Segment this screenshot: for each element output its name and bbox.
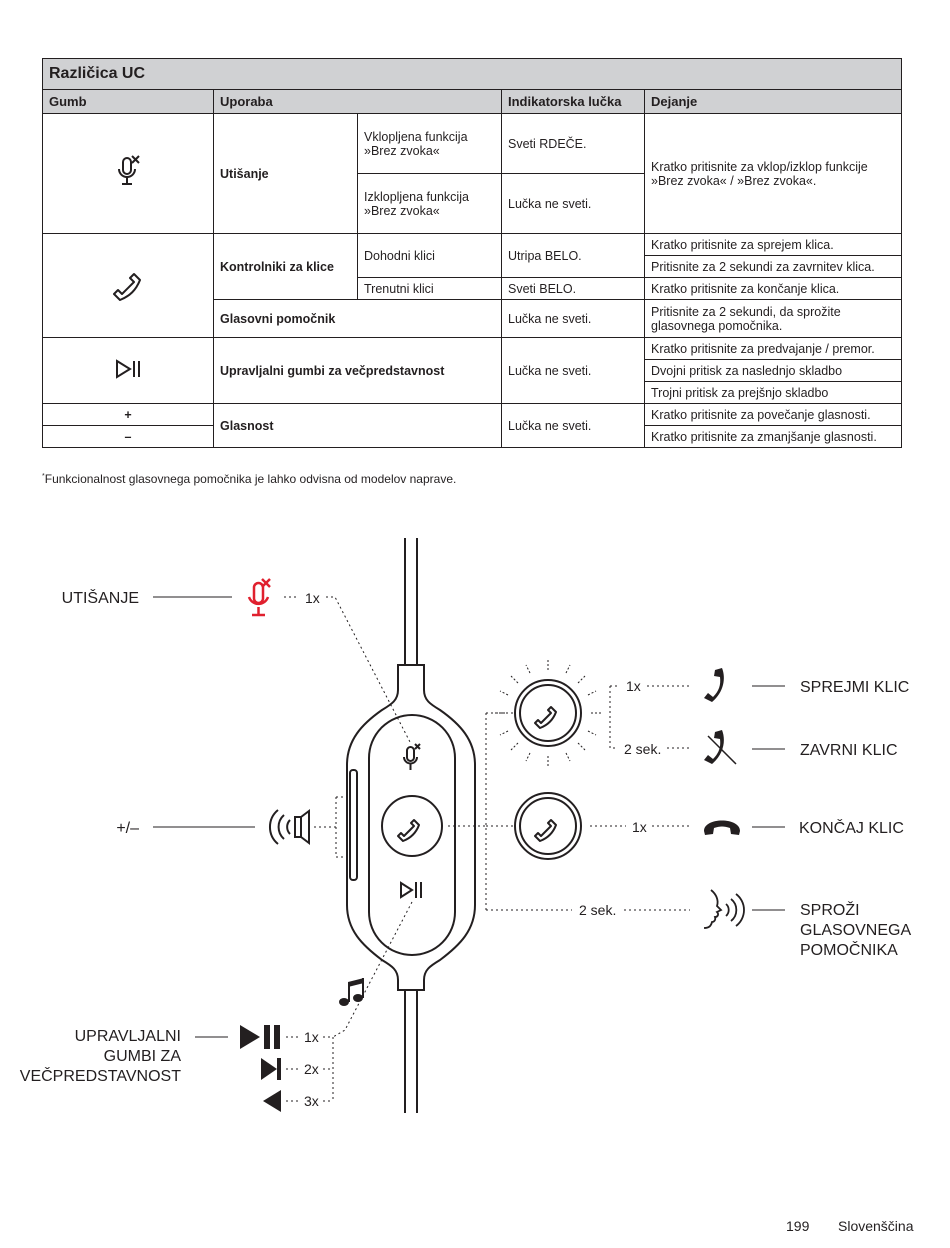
call-incoming-action-2: Pritisnite za 2 sekundi za zavrnitev klica. bbox=[645, 256, 902, 278]
call-usage: Kontrolniki za klice bbox=[214, 234, 358, 300]
media-light: Lučka ne sveti. bbox=[502, 338, 645, 404]
footnote-text: Funkcionalnost glasovnega pomočnika je lahko odvisna od modelov naprave. bbox=[44, 472, 457, 486]
assistant-light: Lučka ne sveti. bbox=[502, 300, 645, 338]
media-press-1: 1x bbox=[304, 1029, 319, 1045]
media-callout-label-1: UPRAVLJALNI bbox=[74, 1028, 181, 1045]
assistant-usage: Glasovni pomočnik bbox=[214, 300, 502, 338]
call-incoming-action-1: Kratko pritisnite za sprejem klica. bbox=[645, 234, 902, 256]
voice-assistant-icon bbox=[704, 890, 744, 928]
end-callout-label: KONČAJ KLIC bbox=[799, 820, 904, 837]
mute-red-icon bbox=[249, 579, 270, 615]
media-callout-label-2: GUMBI ZA bbox=[103, 1048, 181, 1065]
answer-call-icon bbox=[704, 668, 724, 702]
headset-controls-diagram bbox=[0, 520, 950, 1130]
reject-call-icon bbox=[704, 730, 736, 764]
play-pause-icon bbox=[114, 358, 142, 380]
media-callout-label-3: VEČPREDSTAVNOST bbox=[19, 1068, 181, 1085]
play-pause-filled-icon bbox=[240, 1025, 280, 1049]
next-track-icon bbox=[261, 1058, 281, 1080]
media-press-2: 2x bbox=[304, 1061, 319, 1077]
mute-off-label: Izklopljena funkcija »Brez zvoka« bbox=[358, 174, 502, 234]
volume-usage: Glasnost bbox=[214, 404, 502, 448]
page-number: 199 bbox=[786, 1218, 810, 1234]
assistant-callout-label-3: POMOČNIKA bbox=[800, 942, 898, 959]
header-usage: Uporaba bbox=[214, 90, 502, 114]
header-button: Gumb bbox=[43, 90, 214, 114]
media-press-3: 3x bbox=[304, 1093, 319, 1109]
assistant-callout-label-2: GLASOVNEGA bbox=[800, 922, 912, 939]
media-action-2: Dvojni pritisk za naslednjo skladbo bbox=[645, 360, 902, 382]
header-action: Dejanje bbox=[645, 90, 902, 114]
mute-icon-cell bbox=[43, 114, 214, 234]
volume-down-action: Kratko pritisnite za zmanjšanje glasnosti. bbox=[645, 426, 902, 448]
mute-press-label: 1x bbox=[305, 590, 320, 606]
volume-light: Lučka ne sveti. bbox=[502, 404, 645, 448]
reject-press-label: 2 sek. bbox=[624, 741, 662, 757]
media-action-1: Kratko pritisnite za predvajanje / premor. bbox=[645, 338, 902, 360]
header-indicator: Indikatorska lučka bbox=[502, 90, 645, 114]
mute-on-label: Vklopljena funkcija »Brez zvoka« bbox=[358, 114, 502, 174]
call-current-light: Sveti BELO. bbox=[502, 278, 645, 300]
phone-icon bbox=[108, 264, 148, 304]
media-usage: Upravljalni gumbi za večpredstavnost bbox=[214, 338, 502, 404]
music-note-icon bbox=[339, 978, 364, 1006]
assistant-press-label: 2 sek. bbox=[579, 902, 617, 918]
volume-up-action: Kratko pritisnite za povečanje glasnosti. bbox=[645, 404, 902, 426]
mute-on-light: Sveti RDEČE. bbox=[502, 114, 645, 174]
assistant-callout-label-1: SPROŽI bbox=[800, 902, 860, 919]
answer-press-label: 1x bbox=[626, 678, 641, 694]
footnote-mark: * bbox=[42, 473, 45, 480]
call-current-action: Kratko pritisnite za končanje klica. bbox=[645, 278, 902, 300]
volume-plus: + bbox=[43, 404, 214, 426]
footnote bbox=[42, 472, 456, 486]
incoming-call-button bbox=[495, 660, 601, 766]
call-incoming-light: Utripa BELO. bbox=[502, 234, 645, 278]
media-icon-cell bbox=[43, 338, 214, 404]
controller-call-button[interactable] bbox=[382, 796, 442, 856]
call-incoming: Dohodni klici bbox=[358, 234, 502, 278]
uc-controls-table bbox=[42, 58, 902, 448]
volume-callout-label: +/– bbox=[116, 820, 139, 837]
end-call-icon bbox=[704, 821, 740, 836]
call-current: Trenutni klici bbox=[358, 278, 502, 300]
volume-minus: – bbox=[43, 426, 214, 448]
mute-icon bbox=[114, 154, 142, 190]
end-press-label: 1x bbox=[632, 819, 647, 835]
reject-callout-label: ZAVRNI KLIC bbox=[800, 742, 898, 759]
speaker-icon bbox=[270, 810, 309, 844]
language-label: Slovenščina bbox=[838, 1218, 914, 1234]
current-call-button bbox=[515, 793, 581, 859]
mute-action: Kratko pritisnite za vklop/izklop funkcije »Brez zvoka« / »Brez zvoka«. bbox=[645, 114, 902, 234]
media-action-3: Trojni pritisk za prejšnjo skladbo bbox=[645, 382, 902, 404]
call-icon-cell bbox=[43, 234, 214, 338]
mute-usage: Utišanje bbox=[214, 114, 358, 234]
mute-callout-label: UTIŠANJE bbox=[61, 590, 139, 607]
mute-off-light: Lučka ne sveti. bbox=[502, 174, 645, 234]
answer-callout-label: SPREJMI KLIC bbox=[800, 679, 910, 696]
table-title: Različica UC bbox=[43, 59, 902, 90]
assistant-action: Pritisnite za 2 sekundi, da sprožite glasovnega pomočnika. bbox=[645, 300, 902, 338]
previous-track-icon bbox=[263, 1090, 281, 1112]
